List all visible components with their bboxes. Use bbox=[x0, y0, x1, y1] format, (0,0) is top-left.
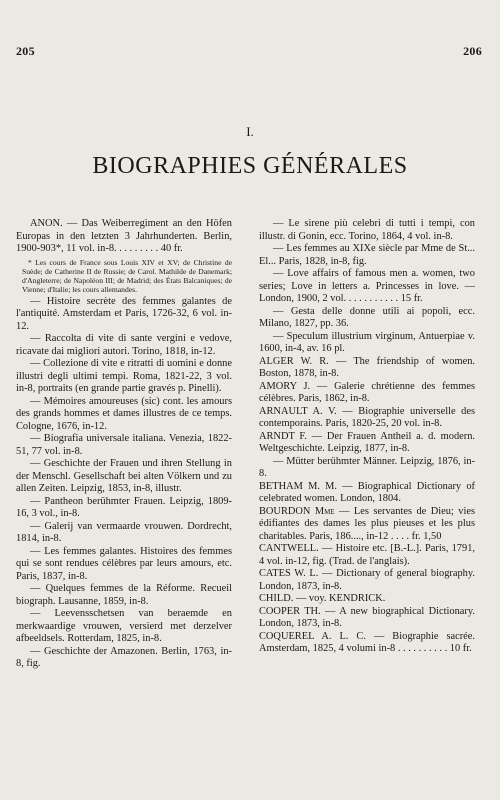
bibliography-entry: CATES W. L. — Dictionary of general biography. London, 1873, in-8. bbox=[259, 568, 475, 592]
bibliography-entry: — Mémoires amoureuses (sic) cont. les amours des grands hommes et dames illustres de ce temps. Cologne, 1676, in-12. bbox=[16, 395, 232, 432]
footnote: * Les cours de France sous Louis XIV et XV; de Christine de Suède; de Catherine II de Russie; de Carol. Mathilde de Danemark; d'Angleterre; de Napoléon III; de Madrid; des États Balcaniques; de Vienne; d'Italie; les cours allemandes. bbox=[22, 257, 232, 294]
bibliography-entry: ANON. — Das Weiberregiment an den Höfen Europas in den letzten 3 Jahrhunderten. Berlin, 1900-903*, 11 vol. in-8. . . . . . . . . 40 fr. bbox=[16, 218, 232, 254]
bibliography-entry: — Geschichte der Amazonen. Berlin, 1763, in-8, fig. bbox=[16, 645, 232, 669]
bibliography-entry: CANTWELL. — Histoire etc. [B.-L.]. Paris, 1791, 4 vol. in-12, fig. (Trad. de l'anglais). bbox=[259, 543, 475, 567]
bibliography-entry: — Collezione di vite e ritratti di uomini e donne illustri degli ultimi tempi. Roma, 1821-22, 3 vol. in-8, portraits (en grande partie gravés p. Pinelli). bbox=[16, 358, 232, 394]
right-column bbox=[259, 218, 475, 656]
bibliography-entry: ARNAULT A. V. — Biographie universelle des contemporains. Paris, 1820-25, 20 vol. in-8. bbox=[259, 405, 475, 429]
bibliography-entry: AMORY J. — Galerie chrétienne des femmes célèbres. Paris, 1862, in-8. bbox=[259, 380, 475, 404]
bibliography-entry: — Mütter berühmter Männer. Leipzig, 1876, in-8. bbox=[259, 455, 475, 479]
bibliography-entry: — Raccolta di vite di sante vergini e vedove, ricavate dai migliori autori. Torino, 1818, in-12. bbox=[16, 333, 232, 357]
bibliography-entry: — Biografia universale italiana. Venezia, 1822-51, 77 vol. in-8. bbox=[16, 433, 232, 457]
bibliography-entry: — Les femmes galantes. Histoires des femmes qui se sont rendues célèbres par leurs amours, etc. Paris, 1837, in-8. bbox=[16, 545, 232, 582]
section-label: I. bbox=[246, 124, 254, 139]
bibliography-entry: — Leevensschetsen van beraemde en merkwaardige vrouwen, versierd met derzelver afbeeldsels. Rotterdam, 1825, in-8. bbox=[16, 608, 232, 644]
bibliography-entry: — Gesta delle donne utili ai popoli, ecc. Milano, 1827, pp. 36. bbox=[259, 305, 475, 329]
bibliography-entry: — Quelques femmes de la Réforme. Recueil biograph. Lausanne, 1859, in-8. bbox=[16, 583, 232, 607]
bibliography-entry: — Histoire secrète des femmes galantes de l'antiquité. Amsterdam et Paris, 1726-32, 6 vol. in-12. bbox=[16, 295, 232, 332]
bibliography-entry: ARNDT F. — Der Frauen Antheil a. d. modern. Weltgeschichte. Leipzig, 1877, in-8. bbox=[259, 430, 476, 454]
bibliography-entry: — Le sirene più celebri di tutti i tempi, con illustr. di Gonin, ecc. Torino, 1864, 4 vol. in-8. bbox=[259, 218, 475, 242]
page-title: BIOGRAPHIES GÉNÉRALES bbox=[92, 153, 408, 179]
bibliography-entry: CHILD. — voy. KENDRICK. bbox=[259, 593, 386, 604]
bibliography-entry: — Love affairs of famous men a. women, two series; Love in letters a. Princesses in love. — London, 1900, 2 vol. . . . . . . . . . . 15 fr. bbox=[259, 268, 475, 304]
bibliography-entry: — Les femmes au XIXe siècle par Mme de St... El... Paris, 1828, in-8, fig. bbox=[259, 243, 475, 267]
bibliography-entry: COQUEREL A. L. C. — Biographie sacrée. Amsterdam, 1825, 4 volumi in-8 . . . . . . . . . . 10 fr. bbox=[259, 630, 476, 654]
left-page-number: 205 bbox=[16, 44, 35, 58]
bibliography-entry: — Geschichte der Frauen und ihren Stellung in der Menschl. Gesellschaft bei alten Völkern und zu allen Zeiten. Leipzig, 1853, in-8, illustr. bbox=[16, 458, 232, 494]
right-page-number: 206 bbox=[463, 44, 482, 58]
left-column bbox=[16, 218, 232, 671]
bibliography-entry: — Galerij van vermaarde vrouwen. Dordrecht, 1814, in-8. bbox=[16, 520, 232, 544]
bibliography-entry: — Pantheon berühmter Frauen. Leipzig, 1809-16, 3 vol., in-8. bbox=[16, 495, 232, 519]
bibliography-entry: BETHAM M. M. — Biographical Dictionary of celebrated women. London, 1804. bbox=[259, 480, 475, 504]
bibliography-entry: COOPER TH. — A new biographical Dictionary. London, 1873, in-8. bbox=[259, 605, 475, 629]
bibliography-entry: BOURDON Mme — Les servantes de Dieu; vies édifiantes des dames les plus pieuses et les plus charitables. Paris, 186...., in-12 . . . . fr. 1,50 bbox=[259, 505, 475, 542]
bibliography-entry: — Speculum illustrium virginum, Antuerpiae v. 1600, in-4, av. 16 pl. bbox=[259, 330, 475, 354]
bibliography-entry: ALGER W. R. — The friendship of women. Boston, 1878, in-8. bbox=[259, 355, 475, 379]
